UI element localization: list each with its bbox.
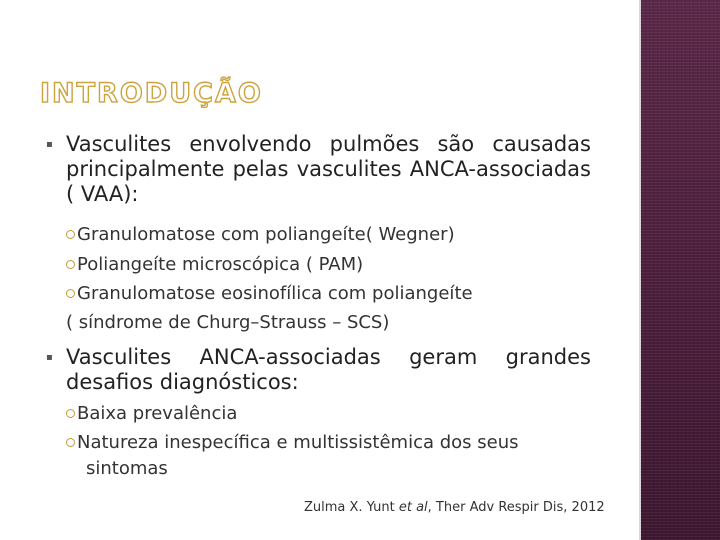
sub-bullet-text: Poliangeíte microscópica ( PAM) xyxy=(77,254,364,275)
sub-bullet-item xyxy=(66,252,591,278)
bullet-text: Vasculites envolvendo pulmões são causadas principalmente pelas vasculites ANCA-associadas ( VAA): xyxy=(66,132,591,206)
sub-bullet-text: Granulomatose com poliangeíte( Wegner) xyxy=(77,224,455,245)
decorative-side-band xyxy=(641,0,720,540)
bullet-marker: ▪ xyxy=(46,139,53,150)
sub-bullet-item xyxy=(66,281,591,307)
circle-bullet-icon xyxy=(66,438,75,447)
bullet-marker: ▪ xyxy=(46,352,53,363)
sub-bullet-wrap xyxy=(86,456,611,482)
circle-bullet-icon xyxy=(66,409,75,418)
sub-bullet-item xyxy=(66,430,591,456)
citation-etal: et al xyxy=(398,500,428,515)
citation-author: Zulma X. Yunt xyxy=(304,500,395,515)
circle-bullet-icon xyxy=(66,260,75,269)
circle-bullet-icon xyxy=(66,289,75,298)
circle-bullet-icon xyxy=(66,230,75,239)
sub-bullet-text: Baixa prevalência xyxy=(77,403,238,424)
sub-bullet-item xyxy=(66,222,591,248)
sub-bullet-text: Natureza inespecífica e multissistêmica dos seus xyxy=(77,432,519,453)
sub-bullet-wrap-text: sintomas xyxy=(86,458,168,479)
sub-bullet-continuation xyxy=(66,310,591,336)
bullet-text: Vasculites ANCA-associadas geram grandes desafios diagnósticos: xyxy=(66,345,591,394)
sub-bullet-continuation-text: ( síndrome de Churg–Strauss – SCS) xyxy=(66,312,390,333)
citation xyxy=(304,500,605,515)
bullet-item-1 xyxy=(46,132,591,207)
citation-source: , Ther Adv Respir Dis, 2012 xyxy=(427,500,605,515)
sub-bullet-text: Granulomatose eosinofílica com poliangeíte xyxy=(77,283,473,304)
bullet-item-2 xyxy=(46,345,591,395)
slide-title: INTRODUÇÃO xyxy=(40,78,263,109)
sub-bullet-item xyxy=(66,401,591,427)
